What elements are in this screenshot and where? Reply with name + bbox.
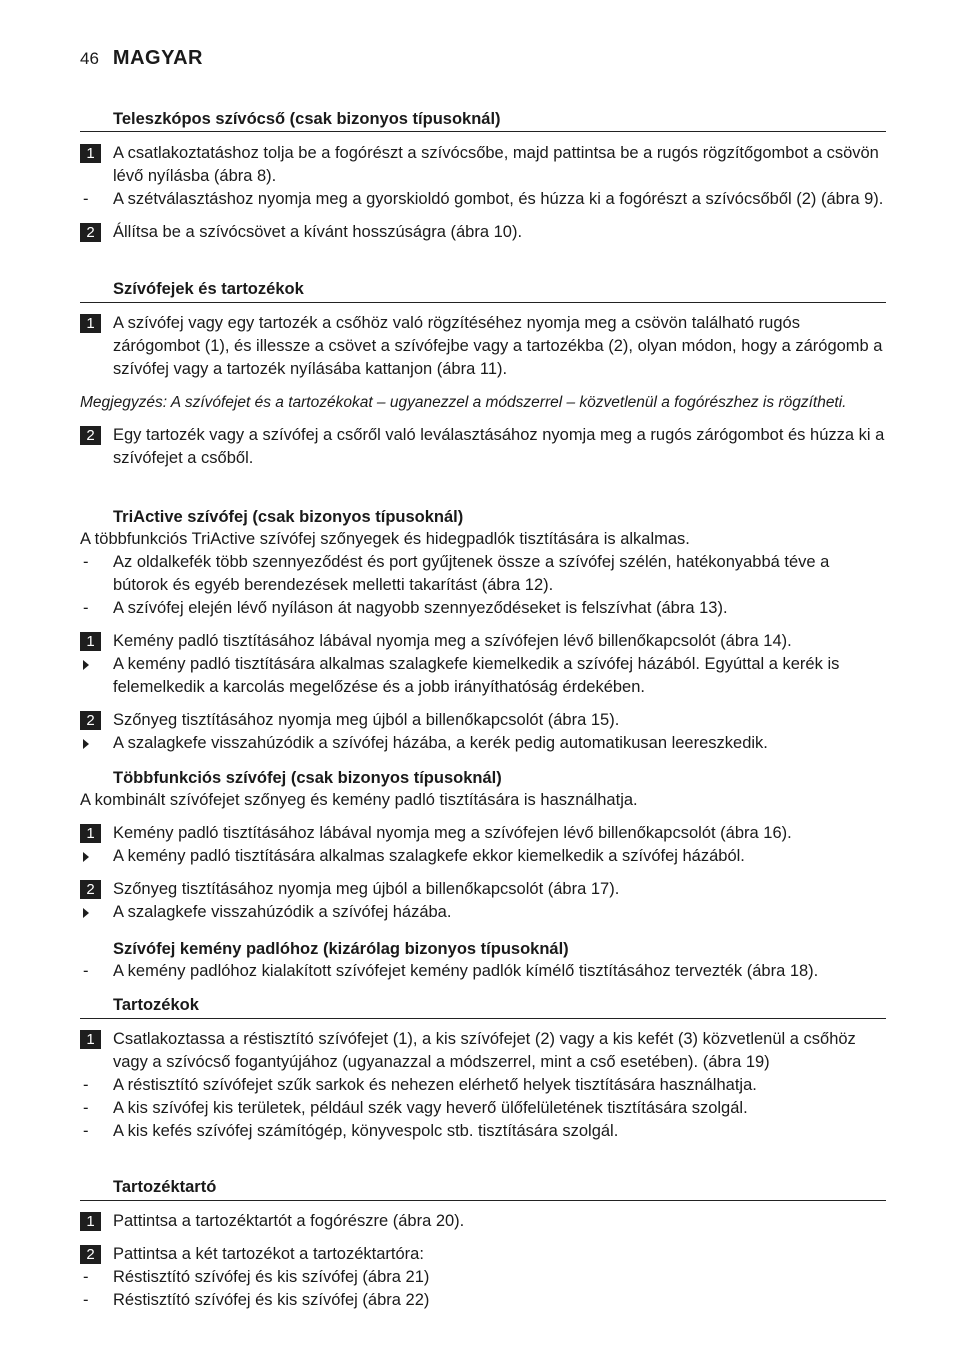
step-number-badge: 2 <box>80 1245 101 1264</box>
dash-bullet: - <box>83 190 89 208</box>
dash-bullet: - <box>83 962 89 980</box>
section-rule <box>80 131 886 132</box>
section-title-telescopic-tube: Teleszkópos szívócső (csak bizonyos típusoknál) <box>113 110 501 128</box>
step-number-badge: 1 <box>80 314 101 333</box>
step-number-badge: 1 <box>80 144 101 163</box>
dash-text: A kis szívófej kis területek, például szék vagy heverő ülőfelületének tisztítására szolgál. <box>113 1099 748 1117</box>
step-item <box>80 142 886 188</box>
dash-bullet: - <box>83 1291 89 1309</box>
dash-item <box>80 188 886 211</box>
triangle-bullet-icon <box>83 660 89 670</box>
dash-item <box>80 1289 886 1312</box>
dash-item <box>80 1074 886 1097</box>
dash-text: A kis kefés szívófej számítógép, könyvespolc stb. tisztítására szolgál. <box>113 1122 619 1140</box>
dash-bullet: - <box>83 1076 89 1094</box>
step-text: Csatlakoztassa a réstisztító szívófejet (1), a kis szívófejet (2) vagy a kis kefét (3) közvetlenül a csőhöz vagy a szívócső fogantyújához (ugyanazzal a módszerrel, mint a cső esetében). (ábra 19) <box>113 1030 856 1071</box>
section-body-nozzles-accessories <box>80 312 886 470</box>
dash-bullet: - <box>83 1268 89 1286</box>
result-item <box>80 732 886 755</box>
result-text: A szalagkefe visszahúzódik a szívófej házába, a kerék pedig automatikusan leereszkedik. <box>113 734 768 752</box>
dash-text: A szétválasztáshoz nyomja meg a gyorskioldó gombot, és húzza ki a fogórészt a szívócsőből (2) (ábra 9). <box>113 190 884 208</box>
step-number-badge: 1 <box>80 824 101 843</box>
dash-item <box>80 960 886 983</box>
step-text: Szőnyeg tisztításához nyomja meg újból a billenőkapcsolót (ábra 17). <box>113 880 620 898</box>
dash-bullet: - <box>83 553 89 571</box>
intro-text: A többfunkciós TriActive szívófej szőnyegek és hidegpadlók tisztítására is alkalmas. <box>80 530 690 548</box>
section-body-multifunction-nozzle <box>80 789 886 924</box>
note-text: Megjegyzés: A szívófejet és a tartozékokat – ugyanezzel a módszerrel – közvetlenül a fogórészhez is rögzítheti. <box>80 394 847 411</box>
step-text: A szívófej vagy egy tartozék a csőhöz való rögzítéséhez nyomja meg a csövön található rugós zárógombot (1), és illessze a csövet a szívófejbe vagy a tartozékba (2), olyan módon, hogy a zárógomb a szívófej vagy a tartozék nyílásába kattanjon (ábra 11). <box>113 314 883 378</box>
step-number-badge: 1 <box>80 1212 101 1231</box>
section-body-triactive-nozzle <box>80 528 886 755</box>
section-rule <box>80 1018 886 1019</box>
section-title-hard-floor-nozzle: Szívófej kemény padlóhoz (kizárólag bizonyos típusoknál) <box>113 940 569 958</box>
dash-bullet: - <box>83 1099 89 1117</box>
result-text: A szalagkefe visszahúzódik a szívófej házába. <box>113 903 452 921</box>
triangle-bullet-icon <box>83 908 89 918</box>
step-item <box>80 878 886 901</box>
step-item <box>80 312 886 381</box>
dash-item <box>80 597 886 620</box>
section-title-multifunction-nozzle: Többfunkciós szívófej (csak bizonyos típusoknál) <box>113 769 502 787</box>
step-text: Állítsa be a szívócsövet a kívánt hosszúságra (ábra 10). <box>113 223 523 241</box>
section-title-nozzles-accessories: Szívófejek és tartozékok <box>113 280 304 298</box>
section-title-accessory-holder: Tartozéktartó <box>113 1178 217 1196</box>
step-item <box>80 709 886 732</box>
step-text: Szőnyeg tisztításához nyomja meg újból a billenőkapcsolót (ábra 15). <box>113 711 620 729</box>
step-text: Pattintsa a tartozéktartót a fogórészre (ábra 20). <box>113 1212 465 1230</box>
result-item <box>80 653 886 699</box>
step-text: Kemény padló tisztításához lábával nyomja meg a szívófejen lévő billenőkapcsolót (ábra 14). <box>113 632 792 650</box>
dash-item <box>80 1120 886 1143</box>
section-body-telescopic-tube <box>80 142 886 244</box>
step-number-badge: 2 <box>80 426 101 445</box>
step-text: Pattintsa a két tartozékot a tartozéktartóra: <box>113 1245 424 1263</box>
dash-bullet: - <box>83 599 89 617</box>
dash-text: A kemény padlóhoz kialakított szívófejet kemény padlók kímélő tisztításához tervezték (ábra 18). <box>113 962 819 980</box>
dash-bullet: - <box>83 1122 89 1140</box>
step-item <box>80 1210 886 1233</box>
step-text: Kemény padló tisztításához lábával nyomja meg a szívófejen lévő billenőkapcsolót (ábra 16). <box>113 824 792 842</box>
step-item <box>80 822 886 845</box>
result-text: A kemény padló tisztítására alkalmas szalagkefe kiemelkedik a szívófej házából. Egyúttal a kerék is felemelkedik a karcolás megelőzése és a jobb irányíthatóság érdekében. <box>113 655 840 696</box>
step-number-badge: 1 <box>80 632 101 651</box>
result-item <box>80 901 886 924</box>
result-text: A kemény padló tisztítására alkalmas szalagkefe ekkor kiemelkedik a szívófej házából. <box>113 847 745 865</box>
section-title-accessories: Tartozékok <box>113 996 199 1014</box>
step-number-badge: 1 <box>80 1030 101 1049</box>
section-body-accessory-holder <box>80 1210 886 1312</box>
dash-text: Réstisztító szívófej és kis szívófej (ábra 21) <box>113 1268 430 1286</box>
page-number: 46 <box>80 49 99 68</box>
language-label: MAGYAR <box>112 47 203 69</box>
triangle-bullet-icon <box>83 739 89 749</box>
triangle-bullet-icon <box>83 852 89 862</box>
step-text: Egy tartozék vagy a szívófej a csőről való leválasztásához nyomja meg a rugós zárógombot és húzza ki a szívófejet a csőből. <box>113 426 885 467</box>
step-item <box>80 1243 886 1266</box>
dash-text: A réstisztító szívófejet szűk sarkok és nehezen elérhető helyek tisztítására használhatja. <box>113 1076 757 1094</box>
section-rule <box>80 302 886 303</box>
dash-item <box>80 1097 886 1120</box>
result-item <box>80 845 886 868</box>
step-item <box>80 424 886 470</box>
step-item <box>80 630 886 653</box>
step-item <box>80 1028 886 1074</box>
step-number-badge: 2 <box>80 711 101 730</box>
section-rule <box>80 1200 886 1201</box>
step-text: A csatlakoztatáshoz tolja be a fogórészt a szívócsőbe, majd pattintsa be a rugós rögzítőgombot a csövön lévő nyílásba (ábra 8). <box>113 144 879 185</box>
step-item <box>80 221 886 244</box>
dash-text: A szívófej elején lévő nyíláson át nagyobb szennyeződéseket is felszívhat (ábra 13). <box>113 599 728 617</box>
section-body-hard-floor-nozzle <box>80 960 886 983</box>
dash-item <box>80 1266 886 1289</box>
step-number-badge: 2 <box>80 223 101 242</box>
dash-text: Az oldalkefék több szennyeződést és port gyűjtenek össze a szívófej szélén, hatékonyabbá téve a bútorok és egyéb berendezések melletti takarítást (ábra 12). <box>113 553 830 594</box>
step-number-badge: 2 <box>80 880 101 899</box>
dash-text: Réstisztító szívófej és kis szívófej (ábra 22) <box>113 1291 430 1309</box>
dash-item <box>80 551 886 597</box>
intro-text: A kombinált szívófejet szőnyeg és kemény padló tisztítására is használhatja. <box>80 791 638 809</box>
section-body-accessories <box>80 1028 886 1143</box>
page-header <box>80 47 203 75</box>
section-title-triactive-nozzle: TriActive szívófej (csak bizonyos típusoknál) <box>113 508 464 526</box>
